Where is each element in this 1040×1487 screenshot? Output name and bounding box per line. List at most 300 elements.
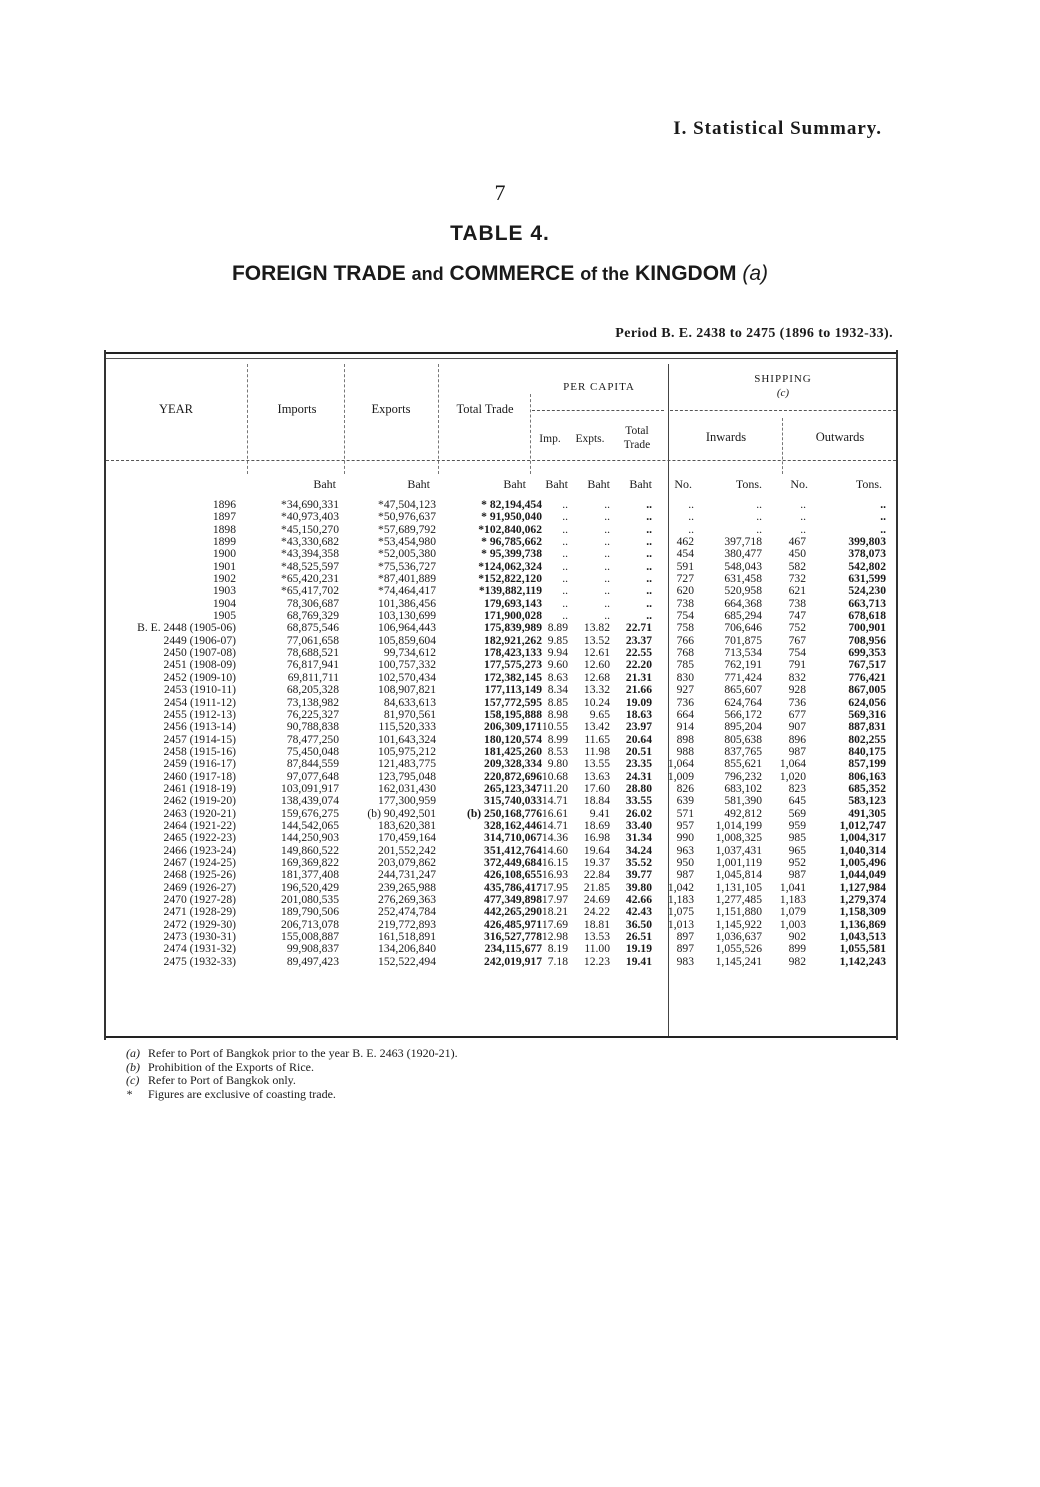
per-capita-imports-cell: .. xyxy=(562,498,568,511)
year-cell: 2449 (1906-07) xyxy=(163,633,236,647)
per-capita-exports-cell: 22.84 xyxy=(583,868,610,882)
imports-cell: 189,790,506 xyxy=(281,905,339,919)
inwards-tons-cell: 1,001,119 xyxy=(716,855,762,869)
per-capita-exports-cell: 24.22 xyxy=(583,905,610,919)
exports-cell: 203,079,862 xyxy=(378,855,436,869)
exports-cell: 201,552,242 xyxy=(378,843,436,857)
inwards-tons-cell: 895,204 xyxy=(724,720,762,734)
outwards-no-cell: .. xyxy=(800,498,806,511)
footnote-text: Refer to Port of Bangkok only. xyxy=(148,1073,296,1087)
exports-cell: 84,633,613 xyxy=(383,695,436,709)
exports-cell: 239,265,988 xyxy=(378,880,436,894)
year-cell: 2453 (1910-11) xyxy=(163,683,236,697)
total-trade-cell: 157,772,595 xyxy=(484,695,542,709)
per-capita-rule xyxy=(532,410,664,411)
per-capita-imports-cell: 9.85 xyxy=(547,633,568,647)
year-cell: 2460 (1917-18) xyxy=(163,769,236,783)
inwards-no-cell: 988 xyxy=(676,744,694,758)
year-cell: 2468 (1925-26) xyxy=(163,868,236,882)
total-trade-cell: 171,900,028 xyxy=(484,609,542,623)
per-capita-exports-cell: .. xyxy=(604,535,610,549)
per-capita-imports-cell: 18.21 xyxy=(541,905,568,919)
per-capita-imports-cell: 10.68 xyxy=(541,769,568,783)
outwards-no-cell: 736 xyxy=(788,695,806,709)
outwards-tons-cell: .. xyxy=(880,522,886,536)
inwards-no-cell: 957 xyxy=(676,818,694,832)
per-capita-total-cell: 31.34 xyxy=(625,831,652,845)
per-capita-imports-cell: 8.34 xyxy=(547,683,568,697)
inwards-no-cell: 987 xyxy=(676,868,694,882)
per-capita-total-cell: 22.20 xyxy=(625,658,652,672)
per-capita-exports-cell: 19.64 xyxy=(583,843,610,857)
imports-cell: 159,676,275 xyxy=(281,806,339,820)
year-cell: 1904 xyxy=(212,596,236,610)
inwards-no-cell: 897 xyxy=(676,930,694,944)
total-trade-cell: 158,195,888 xyxy=(484,707,542,721)
inwards-tons-cell: 701,875 xyxy=(724,633,762,647)
year-cell: B. E. 2448 (1905-06) xyxy=(137,621,236,635)
imports-cell: 69,811,711 xyxy=(287,670,339,684)
footnote-text: Figures are exclusive of coasting trade. xyxy=(148,1086,336,1101)
per-capita-exports-cell: 13.82 xyxy=(583,621,610,635)
per-capita-exports-cell: 13.42 xyxy=(583,720,610,734)
outwards-no-cell: 982 xyxy=(788,954,806,968)
inwards-tons-cell: 1,037,431 xyxy=(715,843,762,857)
total-trade-cell: 220,872,696 xyxy=(484,769,542,783)
imports-cell: *48,525,597 xyxy=(281,559,339,573)
inwards-tons-cell: 855,621 xyxy=(724,757,762,771)
year-cell: 2450 (1907-08) xyxy=(163,646,236,660)
imports-cell: 68,875,546 xyxy=(286,621,339,635)
inwards-no-cell: 1,013 xyxy=(667,917,694,931)
exports-cell: *57,689,792 xyxy=(378,522,436,536)
exports-cell: 276,269,363 xyxy=(378,893,436,906)
inwards-tons-cell: .. xyxy=(756,510,762,524)
imports-cell: 103,091,917 xyxy=(281,781,339,795)
per-capita-exports-cell: 11.65 xyxy=(584,732,610,746)
exports-cell: *47,504,123 xyxy=(378,498,436,511)
table-row xyxy=(106,906,896,918)
year-cell: 2475 (1932-33) xyxy=(163,954,236,968)
inwards-tons-cell: 1,277,485 xyxy=(715,893,762,906)
inwards-no-cell: 758 xyxy=(676,621,694,635)
per-capita-total-cell: 21.66 xyxy=(625,683,652,697)
outwards-no-cell: 899 xyxy=(788,942,806,956)
per-capita-total-cell: 39.80 xyxy=(625,880,652,894)
footnotes xyxy=(126,1047,458,1101)
total-trade-cell: *102,840,062 xyxy=(478,522,542,536)
imports-cell: *40,973,403 xyxy=(281,510,339,524)
exports-cell: 162,031,430 xyxy=(378,781,436,795)
table-top-rule xyxy=(106,352,896,354)
per-capita-exports-cell: .. xyxy=(604,522,610,536)
year-cell: 2454 (1911-12) xyxy=(163,695,236,709)
exports-cell: 152,522,494 xyxy=(378,954,436,968)
total-trade-cell: 328,162,446 xyxy=(484,818,542,832)
exports-cell: 100,757,332 xyxy=(378,658,436,672)
total-trade-cell: *152,822,120 xyxy=(478,572,542,586)
table-row xyxy=(106,795,896,807)
per-capita-total-cell: .. xyxy=(646,522,652,536)
col-sep-outwards xyxy=(782,418,783,474)
inwards-tons-cell: 762,191 xyxy=(724,658,762,672)
per-capita-total-cell: 26.02 xyxy=(625,806,652,820)
inwards-tons-cell: 837,765 xyxy=(724,744,762,758)
total-trade-cell: 426,485,971 xyxy=(484,917,542,931)
imports-cell: 78,688,521 xyxy=(286,646,339,660)
year-cell: 2470 (1927-28) xyxy=(163,893,236,906)
outwards-tons-cell: .. xyxy=(880,498,886,511)
imports-cell: 196,520,429 xyxy=(281,880,339,894)
inwards-no-cell: 927 xyxy=(676,683,694,697)
per-capita-exports-cell: 18.69 xyxy=(583,818,610,832)
footnote-mark: (c) xyxy=(126,1073,140,1087)
total-trade-cell: * 95,399,738 xyxy=(481,547,542,561)
table-row xyxy=(106,721,896,733)
outwards-tons-cell: .. xyxy=(880,510,886,524)
inwards-tons-cell: 713,534 xyxy=(724,646,762,660)
outwards-tons-cell: 624,056 xyxy=(848,695,886,709)
section-title: I. Statistical Summary. xyxy=(673,118,882,139)
outwards-no-cell: 450 xyxy=(788,547,806,561)
outwards-no-cell: 1,003 xyxy=(779,917,806,931)
exports-cell: *74,464,417 xyxy=(378,584,436,598)
header-pc-imports: Imp. xyxy=(539,433,561,445)
per-capita-imports-cell: 17.69 xyxy=(541,917,568,931)
exports-cell: 244,731,247 xyxy=(378,868,436,882)
inwards-no-cell: 754 xyxy=(676,609,694,623)
table-row xyxy=(106,943,896,955)
per-capita-imports-cell: 7.18 xyxy=(547,954,568,968)
exports-cell: 115,520,333 xyxy=(378,720,436,734)
per-capita-total-cell: .. xyxy=(646,609,652,623)
outwards-tons-cell: 708,956 xyxy=(848,633,886,647)
header-pc-total: Total Trade xyxy=(623,425,651,451)
exports-cell: 101,386,456 xyxy=(378,596,436,610)
per-capita-exports-cell: 13.52 xyxy=(583,633,610,647)
table-row xyxy=(106,659,896,671)
total-trade-cell: 314,710,067 xyxy=(484,831,542,845)
inwards-no-cell: 1,075 xyxy=(667,905,694,919)
inwards-tons-cell: 548,043 xyxy=(724,559,762,573)
year-cell: 2463 (1920-21) xyxy=(163,806,236,820)
inwards-no-cell: .. xyxy=(688,510,694,524)
per-capita-total-cell: .. xyxy=(646,535,652,549)
outwards-tons-cell: 663,713 xyxy=(848,596,886,610)
inwards-no-cell: 620 xyxy=(676,584,694,598)
exports-cell: 161,518,891 xyxy=(378,930,436,944)
inwards-tons-cell: 624,764 xyxy=(724,695,762,709)
exports-cell: 219,772,893 xyxy=(378,917,436,931)
inwards-no-cell: 1,064 xyxy=(667,757,694,771)
per-capita-exports-cell: 19.37 xyxy=(583,855,610,869)
per-capita-imports-cell: .. xyxy=(562,596,568,610)
outwards-tons-cell: 685,352 xyxy=(848,781,886,795)
per-capita-exports-cell: 18.81 xyxy=(583,917,610,931)
outwards-no-cell: .. xyxy=(800,510,806,524)
units-row xyxy=(106,477,896,493)
inwards-tons-cell: 520,958 xyxy=(724,584,762,598)
per-capita-imports-cell: 16.93 xyxy=(541,868,568,882)
inwards-tons-cell: 397,718 xyxy=(724,535,762,549)
exports-cell: 106,964,443 xyxy=(378,621,436,635)
per-capita-exports-cell: 13.32 xyxy=(583,683,610,697)
per-capita-total-cell: 42.66 xyxy=(625,893,652,906)
outwards-tons-cell: 399,803 xyxy=(848,535,886,549)
outwards-no-cell: 1,064 xyxy=(779,757,806,771)
per-capita-imports-cell: 14.36 xyxy=(541,831,568,845)
per-capita-total-cell: .. xyxy=(646,510,652,524)
unit-total: Baht xyxy=(503,477,526,491)
total-trade-cell: (b) 250,168,776 xyxy=(466,806,542,820)
inwards-tons-cell: 683,102 xyxy=(724,781,762,795)
outwards-tons-cell: 1,040,314 xyxy=(839,843,886,857)
footnote-mark: * xyxy=(126,1086,132,1101)
per-capita-imports-cell: 16.61 xyxy=(541,806,568,820)
shipping-rule xyxy=(670,410,896,411)
per-capita-exports-cell: .. xyxy=(604,596,610,610)
table-row xyxy=(106,548,896,560)
year-cell: 1900 xyxy=(212,547,236,561)
per-capita-total-cell: 19.41 xyxy=(625,954,652,968)
per-capita-imports-cell: 8.85 xyxy=(547,695,568,709)
header-shipping: SHIPPING xyxy=(754,373,812,385)
total-trade-cell: 209,328,334 xyxy=(484,757,542,771)
per-capita-total-cell: .. xyxy=(646,572,652,586)
outwards-no-cell: 569 xyxy=(788,806,806,820)
total-trade-cell: *139,882,119 xyxy=(478,584,542,598)
outwards-tons-cell: 776,421 xyxy=(848,670,886,684)
per-capita-imports-cell: 9.60 xyxy=(547,658,568,672)
per-capita-imports-cell: .. xyxy=(562,609,568,623)
outwards-tons-cell: 569,316 xyxy=(848,707,886,721)
inwards-tons-cell: .. xyxy=(756,522,762,536)
per-capita-exports-cell: 11.00 xyxy=(584,942,610,956)
exports-cell: 102,570,434 xyxy=(378,670,436,684)
total-trade-cell: 234,115,677 xyxy=(484,942,542,956)
per-capita-total-cell: 18.63 xyxy=(625,707,652,721)
year-cell: 2464 (1921-22) xyxy=(163,818,236,832)
outwards-tons-cell: 1,004,317 xyxy=(839,831,886,845)
imports-cell: 97,077,648 xyxy=(286,769,339,783)
per-capita-total-cell: 22.55 xyxy=(625,646,652,660)
per-capita-imports-cell: 16.15 xyxy=(541,855,568,869)
unit-exports: Baht xyxy=(407,477,430,491)
per-capita-total-cell: .. xyxy=(646,584,652,598)
imports-cell: 144,542,065 xyxy=(281,818,339,832)
year-cell: 2467 (1924-25) xyxy=(163,855,236,869)
outwards-tons-cell: 1,043,513 xyxy=(839,930,886,944)
per-capita-total-cell: .. xyxy=(646,498,652,511)
table-row xyxy=(106,758,896,770)
outwards-no-cell: 754 xyxy=(788,646,806,660)
imports-cell: 149,860,522 xyxy=(281,843,339,857)
outwards-no-cell: 1,041 xyxy=(779,880,806,894)
inwards-no-cell: 963 xyxy=(676,843,694,857)
imports-cell: 206,713,078 xyxy=(281,917,339,931)
outwards-no-cell: 1,183 xyxy=(779,893,806,906)
per-capita-exports-cell: 9.41 xyxy=(589,806,610,820)
title-note: (a) xyxy=(742,262,769,285)
table-row xyxy=(106,697,896,709)
outwards-no-cell: 582 xyxy=(788,559,806,573)
exports-cell: *75,536,727 xyxy=(378,559,436,573)
total-trade-cell: 242,019,917 xyxy=(484,954,542,968)
per-capita-imports-cell: 8.89 xyxy=(547,621,568,635)
per-capita-imports-cell: 14.60 xyxy=(541,843,568,857)
year-cell: 2465 (1922-23) xyxy=(163,831,236,845)
per-capita-exports-cell: .. xyxy=(604,510,610,524)
per-capita-imports-cell: 8.98 xyxy=(547,707,568,721)
inwards-no-cell: 738 xyxy=(676,596,694,610)
outwards-tons-cell: 378,073 xyxy=(848,547,886,561)
inwards-no-cell: 785 xyxy=(676,658,694,672)
per-capita-imports-cell: 10.55 xyxy=(541,720,568,734)
outwards-tons-cell: 1,012,747 xyxy=(839,818,886,832)
outwards-no-cell: 823 xyxy=(788,781,806,795)
imports-cell: 144,250,903 xyxy=(281,831,339,845)
outwards-no-cell: 621 xyxy=(788,584,806,598)
total-trade-cell: * 82,194,454 xyxy=(481,498,542,511)
total-trade-cell: 179,693,143 xyxy=(484,596,542,610)
footnote-text: Prohibition of the Exports of Rice. xyxy=(148,1059,314,1074)
per-capita-exports-cell: 24.69 xyxy=(583,893,610,906)
exports-cell: (b) 90,492,501 xyxy=(367,806,436,820)
exports-cell: 101,643,324 xyxy=(378,732,436,746)
header-exports: Exports xyxy=(371,402,411,416)
total-trade-cell: 477,349,898 xyxy=(484,893,542,906)
year-cell: 2466 (1923-24) xyxy=(163,843,236,857)
imports-cell: 181,377,408 xyxy=(281,868,339,882)
total-trade-cell: 265,123,347 xyxy=(484,781,542,795)
year-cell: 2471 (1928-29) xyxy=(163,905,236,919)
total-trade-cell: 177,113,149 xyxy=(484,683,542,697)
year-cell: 2462 (1919-20) xyxy=(163,794,236,808)
outwards-no-cell: 677 xyxy=(788,707,806,721)
footnote xyxy=(126,1074,458,1088)
title-rest: COMMERCE xyxy=(449,262,575,285)
outwards-no-cell: 896 xyxy=(788,732,806,746)
exports-cell: *52,005,380 xyxy=(378,547,436,561)
exports-cell: *53,454,980 xyxy=(378,535,436,549)
inwards-no-cell: 990 xyxy=(676,831,694,845)
table-number: TABLE 4. xyxy=(450,222,550,245)
outwards-no-cell: 965 xyxy=(788,843,806,857)
outwards-tons-cell: 700,901 xyxy=(848,621,886,635)
per-capita-exports-cell: 9.65 xyxy=(589,707,610,721)
footnote xyxy=(126,1088,458,1102)
exports-cell: 177,300,959 xyxy=(378,794,436,808)
per-capita-exports-cell: .. xyxy=(604,547,610,561)
footnote-mark: (b) xyxy=(126,1059,140,1074)
imports-cell: 99,908,837 xyxy=(286,942,339,956)
col-sep-exports xyxy=(438,364,439,474)
imports-cell: 78,477,250 xyxy=(286,732,339,746)
per-capita-total-cell: 34.24 xyxy=(625,843,652,857)
imports-cell: 73,138,982 xyxy=(286,695,339,709)
title-and: and xyxy=(411,264,444,284)
per-capita-total-cell: 19.19 xyxy=(625,942,652,956)
total-trade-cell: 372,449,684 xyxy=(484,855,542,869)
outwards-no-cell: 985 xyxy=(788,831,806,845)
inwards-tons-cell: 1,055,526 xyxy=(715,942,762,956)
outwards-no-cell: 767 xyxy=(788,633,806,647)
table-body xyxy=(106,499,896,968)
outwards-tons-cell: 857,199 xyxy=(848,757,886,771)
imports-cell: *43,330,682 xyxy=(281,535,339,549)
per-capita-exports-cell: .. xyxy=(604,559,610,573)
exports-cell: *87,401,889 xyxy=(378,572,436,586)
imports-cell: *34,690,331 xyxy=(281,498,339,511)
per-capita-total-cell: 26.51 xyxy=(625,930,652,944)
unit-pc-imp: Baht xyxy=(545,477,568,491)
unit-out-no: No. xyxy=(790,477,808,491)
year-cell: 2461 (1918-19) xyxy=(163,781,236,795)
imports-cell: 76,225,327 xyxy=(286,707,339,721)
year-cell: 2473 (1930-31) xyxy=(163,930,236,944)
imports-cell: 68,205,328 xyxy=(286,683,339,697)
imports-cell: *45,150,270 xyxy=(281,522,339,536)
per-capita-imports-cell: .. xyxy=(562,584,568,598)
outwards-tons-cell: 631,599 xyxy=(848,572,886,586)
inwards-no-cell: 830 xyxy=(676,670,694,684)
outwards-tons-cell: 1,158,309 xyxy=(839,905,886,919)
table-title xyxy=(0,262,1000,286)
header-year: YEAR xyxy=(158,402,194,416)
per-capita-imports-cell: 8.19 xyxy=(547,942,568,956)
total-trade-cell: 180,120,574 xyxy=(484,732,542,746)
per-capita-imports-cell: 17.95 xyxy=(541,880,568,894)
per-capita-imports-cell: .. xyxy=(562,547,568,561)
inwards-no-cell: 571 xyxy=(676,806,694,820)
inwards-no-cell: 639 xyxy=(676,794,694,808)
footnote xyxy=(126,1047,458,1061)
outwards-no-cell: 832 xyxy=(788,670,806,684)
table-row xyxy=(106,956,896,968)
inwards-no-cell: 1,183 xyxy=(667,893,694,906)
per-capita-imports-cell: 11.20 xyxy=(542,781,568,795)
inwards-tons-cell: 631,458 xyxy=(724,572,762,586)
outwards-tons-cell: 583,123 xyxy=(848,794,886,808)
total-trade-cell: 172,382,145 xyxy=(484,670,542,684)
inwards-no-cell: 736 xyxy=(676,695,694,709)
outwards-no-cell: 987 xyxy=(788,744,806,758)
imports-cell: 201,080,535 xyxy=(281,893,339,906)
year-cell: 2458 (1915-16) xyxy=(163,744,236,758)
outwards-no-cell: 1,020 xyxy=(779,769,806,783)
year-cell: 1896 xyxy=(212,498,236,511)
outwards-no-cell: 987 xyxy=(788,868,806,882)
per-capita-exports-cell: 10.24 xyxy=(583,695,610,709)
per-capita-exports-cell: .. xyxy=(604,609,610,623)
year-cell: 2457 (1914-15) xyxy=(163,732,236,746)
outwards-no-cell: 928 xyxy=(788,683,806,697)
outwards-no-cell: 732 xyxy=(788,572,806,586)
outwards-no-cell: .. xyxy=(800,522,806,536)
outwards-tons-cell: 524,230 xyxy=(848,584,886,598)
inwards-tons-cell: 1,014,199 xyxy=(715,818,762,832)
per-capita-exports-cell: 17.60 xyxy=(583,781,610,795)
total-trade-cell: 442,265,290 xyxy=(484,905,542,919)
outwards-no-cell: 959 xyxy=(788,818,806,832)
total-trade-cell: 435,786,417 xyxy=(484,880,542,894)
exports-cell: 99,734,612 xyxy=(383,646,436,660)
exports-cell: 134,206,840 xyxy=(378,942,436,956)
inwards-tons-cell: 1,131,105 xyxy=(715,880,762,894)
inwards-tons-cell: 771,424 xyxy=(724,670,762,684)
inwards-tons-cell: 1,045,814 xyxy=(715,868,762,882)
imports-cell: 89,497,423 xyxy=(286,954,339,968)
